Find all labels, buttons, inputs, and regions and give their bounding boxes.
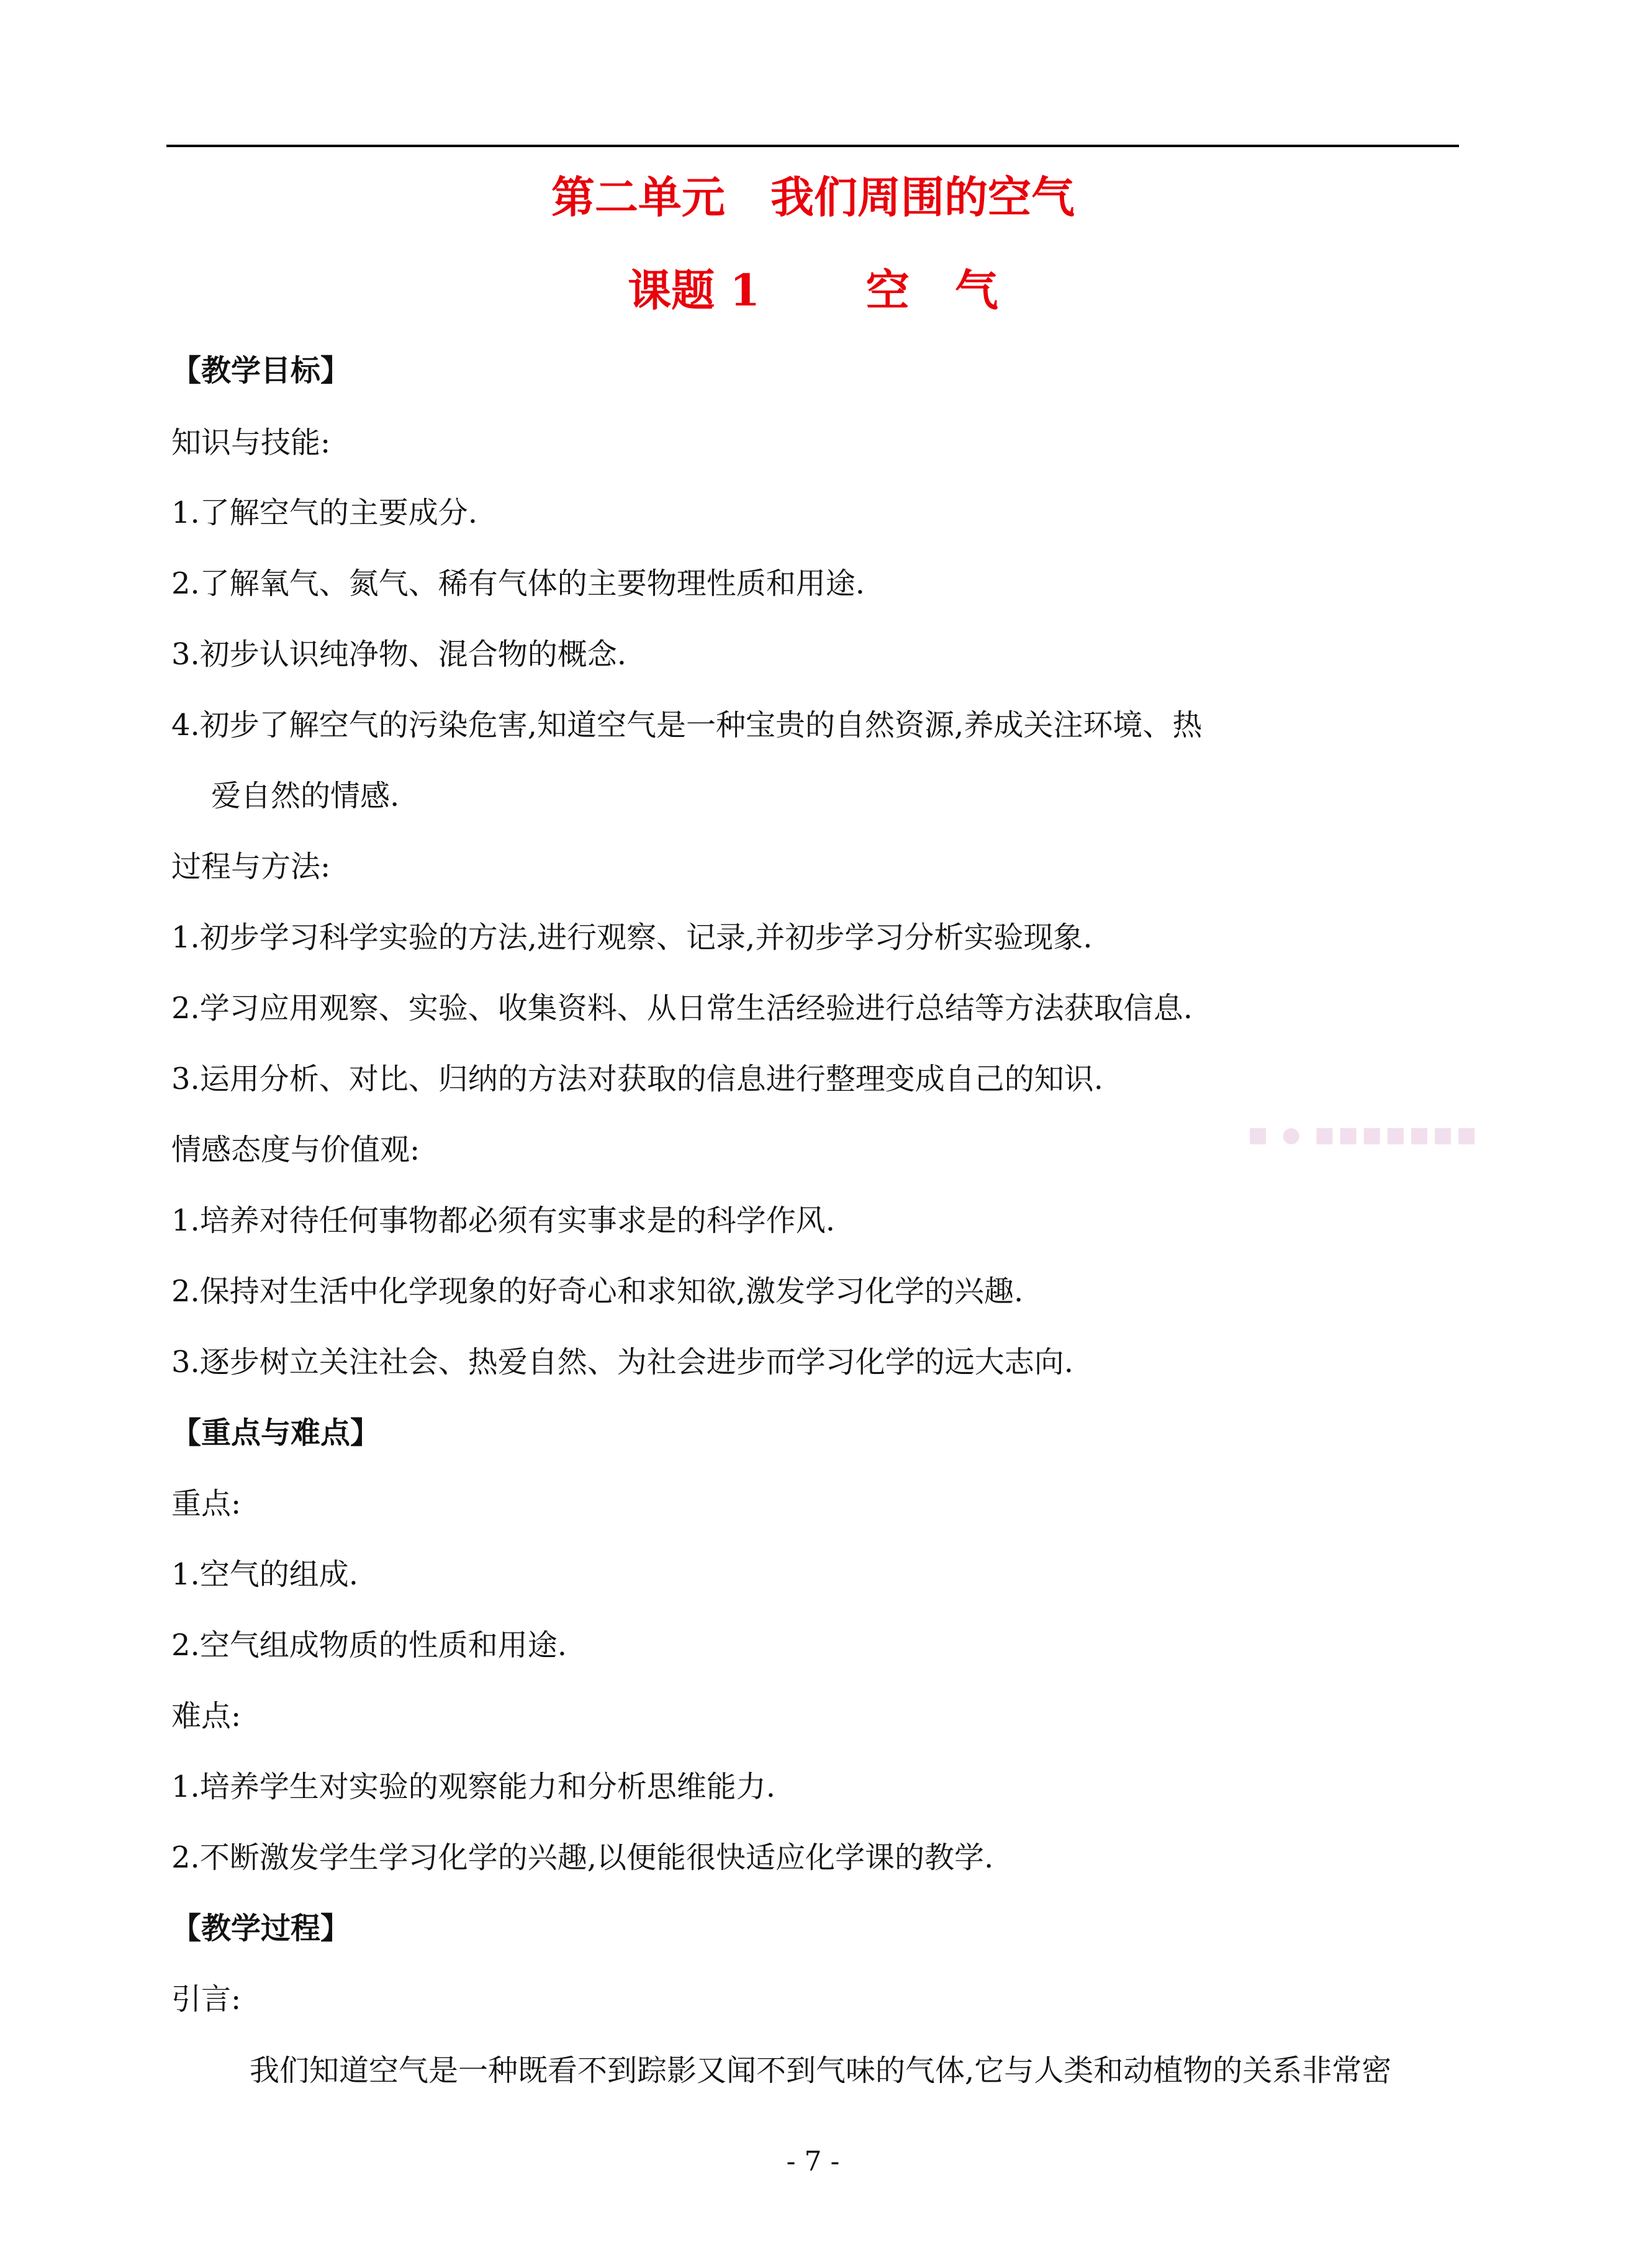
knowledge-item: 2.了解氧气、氮气、稀有气体的主要物理性质和用途. bbox=[171, 566, 865, 601]
page-number: - 7 - bbox=[786, 2146, 840, 2177]
process-item: 2.学习应用观察、实验、收集资料、从日常生活经验进行总结等方法获取信息. bbox=[171, 991, 1193, 1026]
knowledge-item: 4.初步了解空气的污染危害,知道空气是一种宝贵的自然资源,养成关注环境、热 bbox=[171, 708, 1203, 743]
key-item: 1.空气的组成. bbox=[171, 1557, 359, 1592]
section-heading-process: 【教学过程】 bbox=[171, 1911, 351, 1946]
knowledge-item-continuation: 爱自然的情感. bbox=[211, 779, 400, 813]
knowledge-item: 3.初步认识纯净物、混合物的概念. bbox=[171, 637, 627, 672]
intro-label: 引言: bbox=[171, 1982, 242, 2017]
process-item: 3.运用分析、对比、归纳的方法对获取的信息进行整理变成自己的知识. bbox=[171, 1062, 1104, 1096]
unit-title: 第二单元 我们周围的空气 bbox=[551, 171, 1075, 223]
key-item: 2.空气组成物质的性质和用途. bbox=[171, 1628, 567, 1663]
section-heading-keypoints: 【重点与难点】 bbox=[171, 1416, 381, 1450]
intro-paragraph: 我们知道空气是一种既看不到踪影又闻不到气味的气体,它与人类和动植物的关系非常密 bbox=[250, 2053, 1392, 2088]
knowledge-label: 知识与技能: bbox=[171, 425, 331, 460]
lesson-title: 课题 1 空 气 bbox=[628, 264, 998, 316]
header-rule bbox=[166, 145, 1459, 147]
attitude-label: 情感态度与价值观: bbox=[171, 1132, 420, 1167]
key-label: 重点: bbox=[171, 1486, 242, 1521]
section-heading-goals: 【教学目标】 bbox=[171, 353, 351, 388]
difficult-label: 难点: bbox=[171, 1699, 242, 1733]
attitude-item: 3.逐步树立关注社会、热爱自然、为社会进步而学习化学的远大志向. bbox=[171, 1345, 1074, 1380]
process-label: 过程与方法: bbox=[171, 849, 331, 884]
difficult-item: 1.培养学生对实验的观察能力和分析思维能力. bbox=[171, 1769, 776, 1804]
attitude-item: 2.保持对生活中化学现象的好奇心和求知欲,激发学习化学的兴趣. bbox=[171, 1274, 1024, 1309]
difficult-item: 2.不断激发学生学习化学的兴趣,以便能很快适应化学课的教学. bbox=[171, 1840, 994, 1875]
faint-watermark: ■ ● ■■■■■■■ bbox=[1248, 1123, 1481, 1147]
attitude-item: 1.培养对待任何事物都必须有实事求是的科学作风. bbox=[171, 1203, 836, 1238]
knowledge-item: 1.了解空气的主要成分. bbox=[171, 495, 478, 530]
process-item: 1.初步学习科学实验的方法,进行观察、记录,并初步学习分析实验现象. bbox=[171, 920, 1093, 955]
